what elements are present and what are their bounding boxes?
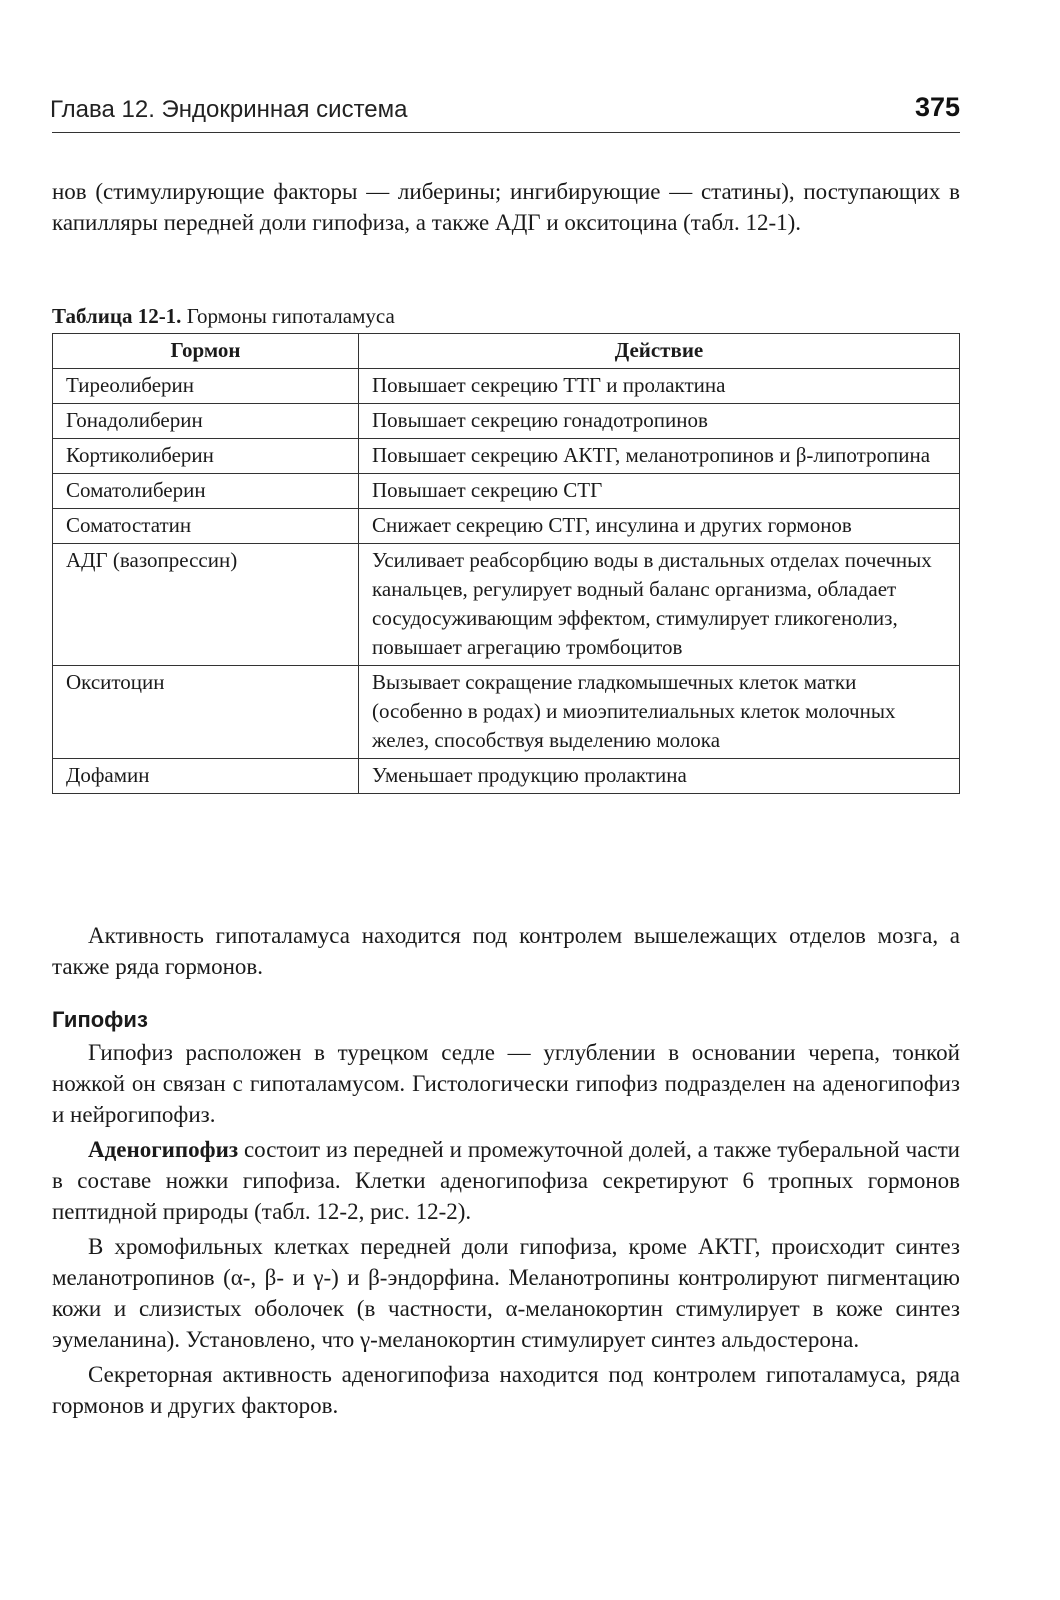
hormone-cell: Соматостатин <box>53 509 359 544</box>
adenohypophysis-text: состоит из передней и промежуточной долей, а также туберальной части в составе ножки гипофиза. Клетки аденогипофиза секретируют 6 тропных гормонов пептидной природы (табл. 12-2, рис. 12-2). <box>52 1137 960 1224</box>
hormone-cell: Гонадолиберин <box>53 404 359 439</box>
table-caption-number: Таблица 12-1. <box>52 304 182 328</box>
table-row <box>53 439 960 474</box>
adenohypophysis-paragraph <box>52 1134 960 1227</box>
table-row <box>53 759 960 794</box>
table-caption <box>52 304 395 329</box>
action-cell: Повышает секрецию АКТГ, меланотропинов и β-липотропина <box>359 439 960 474</box>
after-table-paragraph: Активность гипоталамуса находится под контролем вышележащих отделов мозга, а также ряда гормонов. <box>52 923 960 979</box>
running-header <box>52 92 960 133</box>
secretory-activity-paragraph: Секреторная активность аденогипофиза находится под контролем гипоталамуса, ряда гормонов и других факторов. <box>52 1362 960 1418</box>
section-heading: Гипофиз <box>52 1007 148 1032</box>
column-header-hormone: Гормон <box>53 334 359 369</box>
action-cell: Снижает секрецию СТГ, инсулина и других гормонов <box>359 509 960 544</box>
hormone-cell: Соматолиберин <box>53 474 359 509</box>
column-header-action: Действие <box>359 334 960 369</box>
table-row <box>53 509 960 544</box>
action-cell: Повышает секрецию гонадотропинов <box>359 404 960 439</box>
table-row <box>53 369 960 404</box>
table-row <box>53 404 960 439</box>
action-cell: Повышает секрецию ТТГ и пролактина <box>359 369 960 404</box>
action-cell: Усиливает реабсорбцию воды в дистальных отделах почечных канальцев, регулирует водный баланс организма, обладает сосудосуживающим эффектом, стимулирует гликогенолиз, повышает агрегацию тромбоцитов <box>359 544 960 666</box>
adenohypophysis-term: Аденогипофиз <box>88 1137 239 1162</box>
page-number: 375 <box>914 92 960 122</box>
body-text <box>52 920 960 1421</box>
action-cell: Вызывает сокращение гладкомышечных клеток матки (особенно в родах) и миоэпителиальных клеток молочных желез, способствуя выделению молока <box>359 666 960 759</box>
table-caption-title: Гормоны гипоталамуса <box>186 304 395 328</box>
chapter-title: Глава 12. Эндокринная система <box>50 96 408 123</box>
table-row <box>53 666 960 759</box>
table-header-row <box>53 334 960 369</box>
hormone-cell: Дофамин <box>53 759 359 794</box>
hormones-table <box>52 333 960 794</box>
pituitary-paragraph: Гипофиз расположен в турецком седле — углублении в основании черепа, тонкой ножкой он связан с гипоталамусом. Гистологически гипофиз подразделен на аденогипофиз и нейрогипофиз. <box>52 1040 960 1127</box>
hormone-cell: Кортиколиберин <box>53 439 359 474</box>
chromophil-paragraph: В хромофильных клетках передней доли гипофиза, кроме АКТГ, происходит синтез меланотропинов (α-, β- и γ-) и β-эндорфина. Меланотропины контролируют пигментацию кожи и слизистых оболочек (в частности, α-меланокортин стимулирует в коже синтез эумеланина). Установлено, что γ-меланокортин стимулирует синтез альдостерона. <box>52 1234 960 1352</box>
action-cell: Уменьшает продукцию пролактина <box>359 759 960 794</box>
table-row <box>53 474 960 509</box>
hormone-cell: Тиреолиберин <box>53 369 359 404</box>
table-row <box>53 544 960 666</box>
hormone-cell: Окситоцин <box>53 666 359 759</box>
hormone-cell: АДГ (вазопрессин) <box>53 544 359 666</box>
intro-paragraph: нов (стимулирующие факторы — либерины; ингибирующие — статины), поступающих в капилляры передней доли гипофиза, а также АДГ и окситоцина (табл. 12-1). <box>52 179 960 235</box>
action-cell: Повышает секрецию СТГ <box>359 474 960 509</box>
